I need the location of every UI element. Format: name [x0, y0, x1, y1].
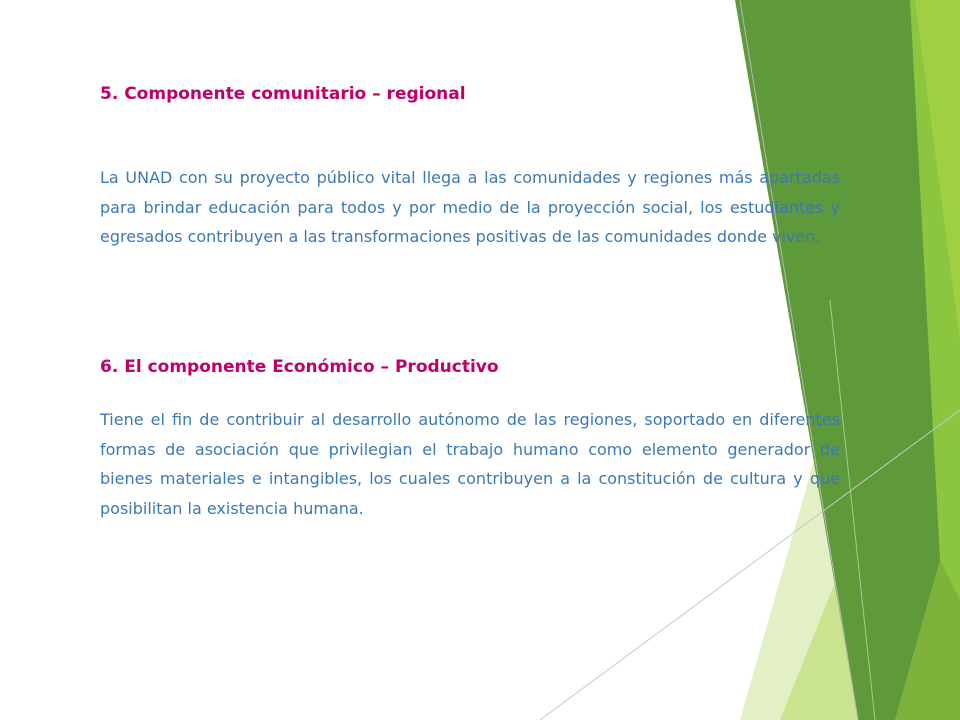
section-6-paragraph: Tiene el fin de contribuir al desarrollo autónomo de las regiones, soportado en diferentes formas de asociación que privilegian el trabajo humano como elemento generador de bienes materiales e intangibles, los cuales contribuyen a la constitución de cultura y que posibilitan la existencia humana.	[100, 410, 840, 518]
section-6-heading: 6. El componente Económico – Productivo	[100, 357, 499, 377]
section-5-heading: 5. Componente comunitario – regional	[100, 84, 466, 104]
section-5-paragraph: La UNAD con su proyecto público vital llega a las comunidades y regiones más apartadas para brindar educación para todos y por medio de la proyección social, los estudiantes y egresados contribuyen a las transformaciones positivas de las comunidades donde viven.	[100, 168, 840, 246]
